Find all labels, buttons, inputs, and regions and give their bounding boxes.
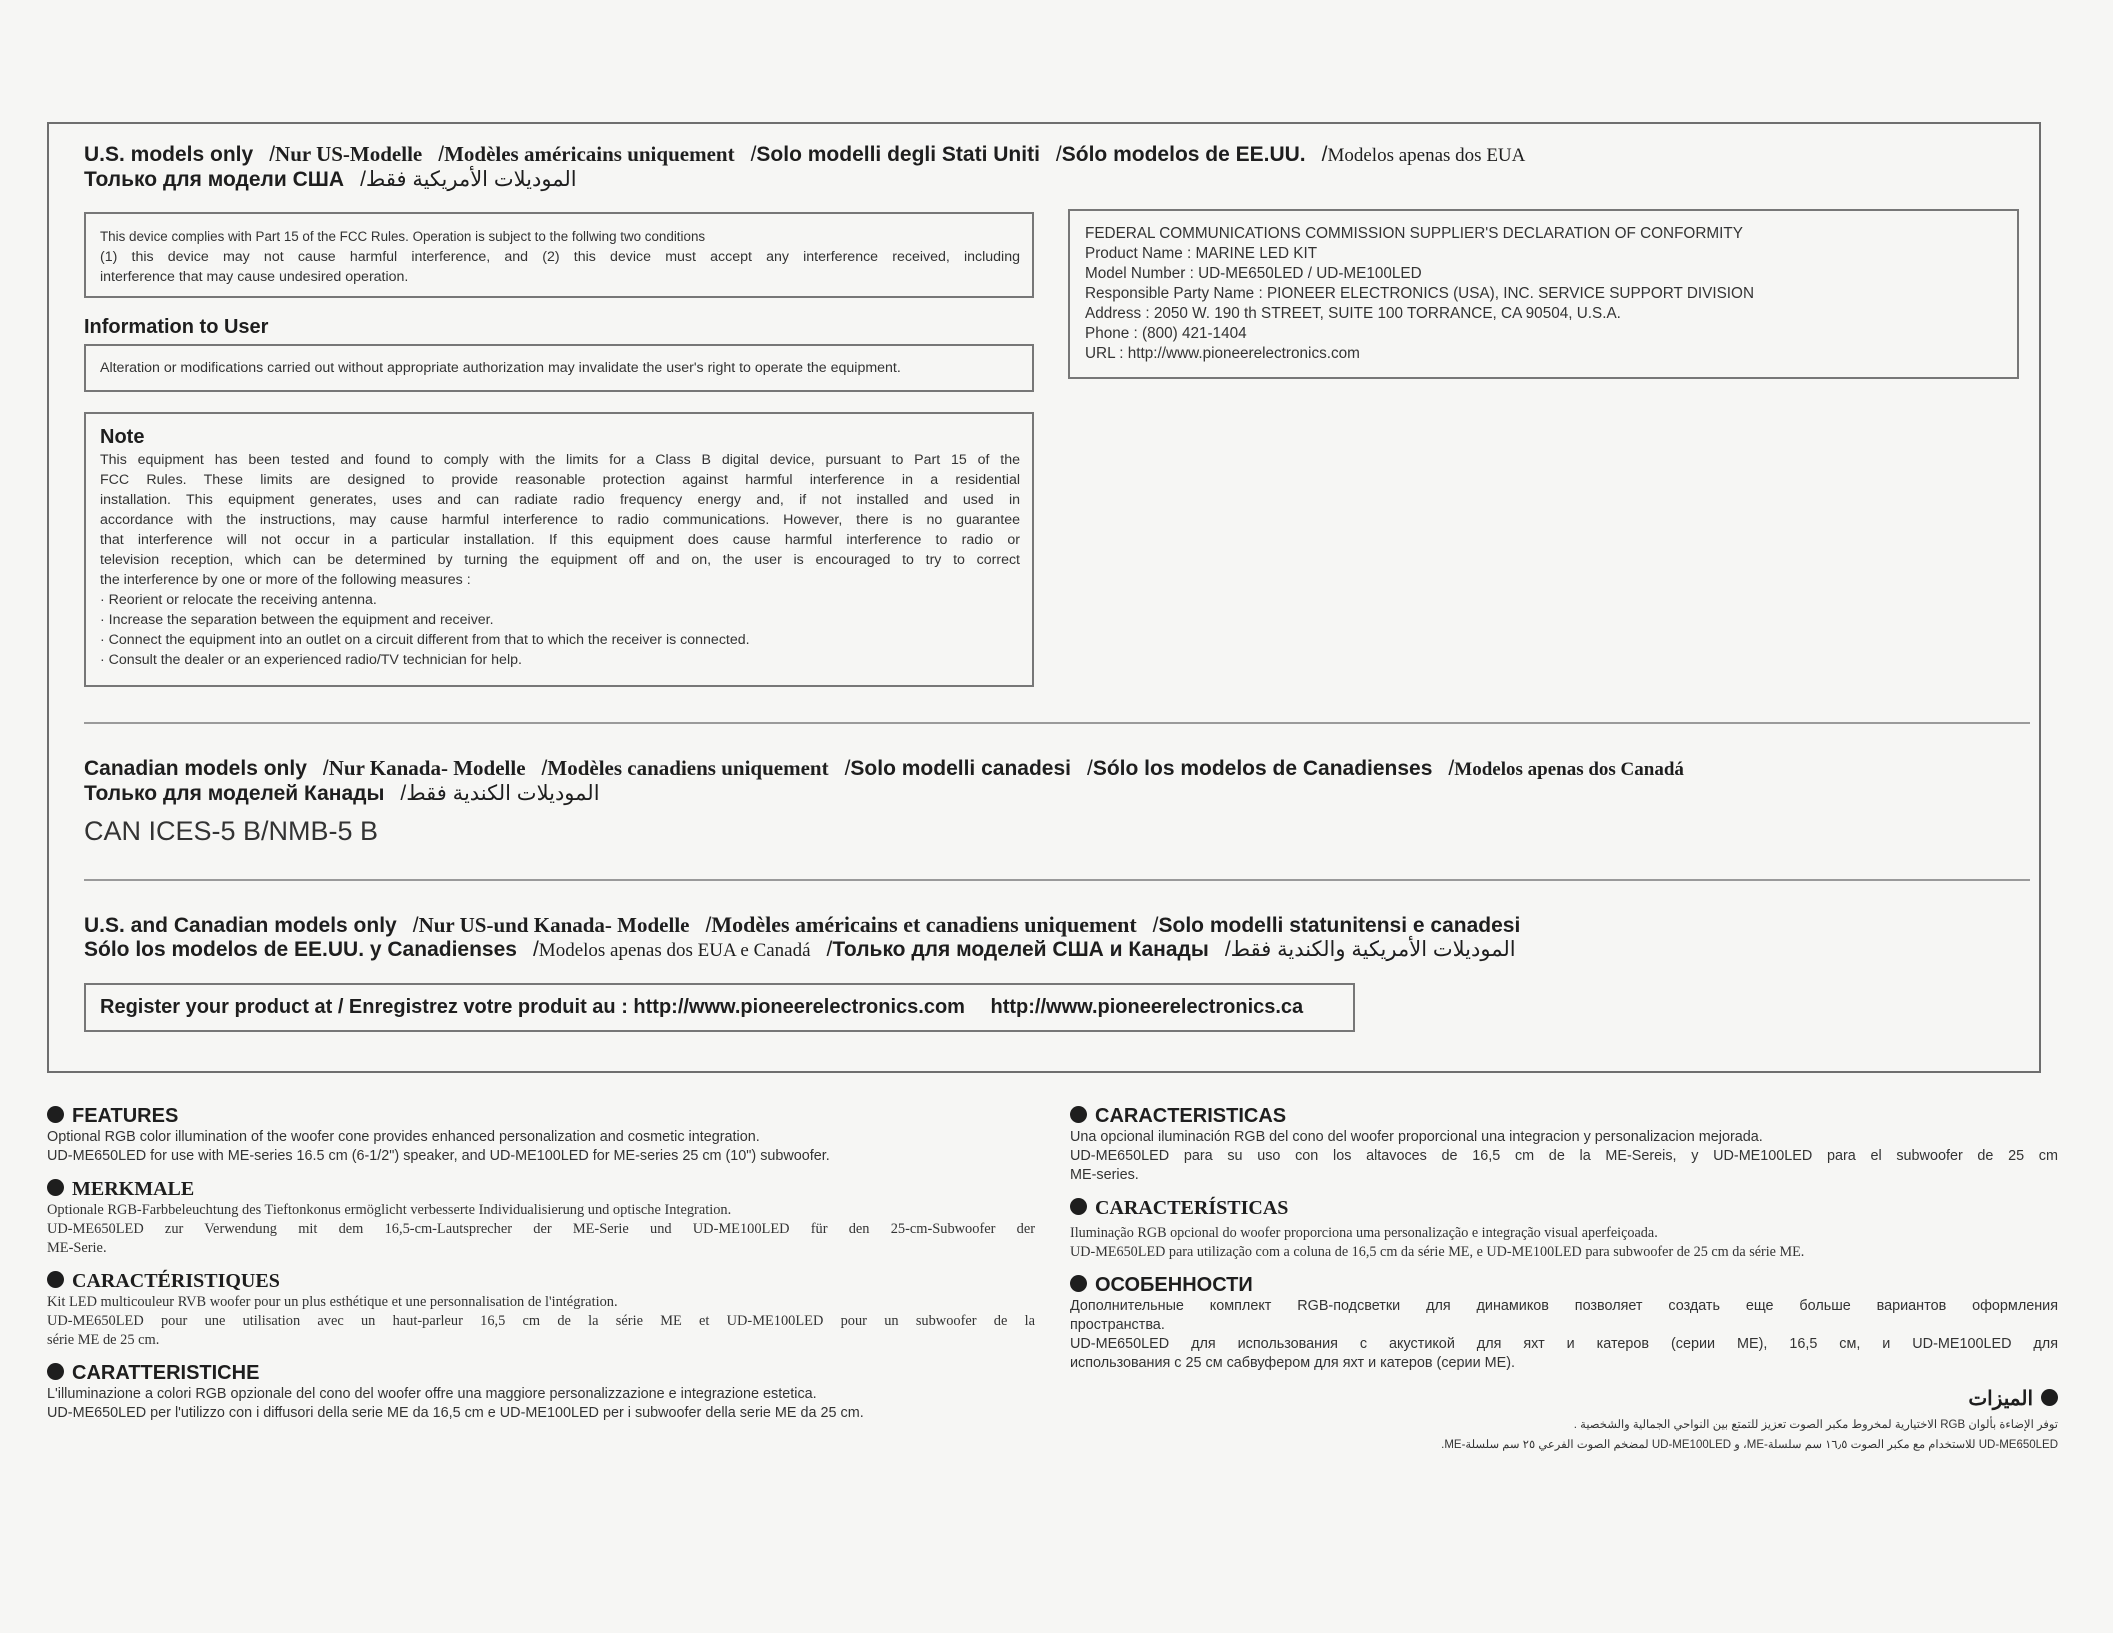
caracteristicas-pt-heading: CARACTERÍSTICAS [1070, 1196, 2058, 1220]
features-text: Optional RGB color illumination of the woofer cone provides enhanced personalization and cosmetic integration. [47, 1129, 760, 1145]
osobennosti-text: UD-ME650LED для использования с акустикой для яхт и катеров (серии ME), 16,5 см, и UD-ME100LED для [1070, 1336, 2058, 1352]
info-to-user-box [84, 344, 1034, 392]
us-models-header-line1: U.S. models only /Nur US-Modelle /Modèles américains uniquement /Solo modelli degli Stati Uniti /Sólo modelos de EE.UU. /Modelos apenas dos EUA [84, 142, 1526, 166]
caracteristiques-text: série ME de 25 cm. [47, 1332, 160, 1348]
register-link-ca[interactable]: http://www.pioneerelectronics.ca [990, 996, 1304, 1018]
section-divider [84, 722, 2030, 724]
caratteristiche-text: UD-ME650LED per l'utilizzo con i diffusori della serie ME da 16,5 cm e UD-ME100LED per i subwoofer della serie ME da 25 cm. [47, 1405, 864, 1421]
caracteristicas-es-text: Una opcional iluminación RGB del cono del woofer proporcional una integracion y personalizacion mejorada. [1070, 1129, 1763, 1145]
caracteristiques-text: UD-ME650LED pour une utilisation avec un haut-parleur 16,5 cm de la série ME et UD-ME100LED pour un subwoofer de la [47, 1313, 1035, 1329]
caracteristiques-heading: CARACTÉRISTIQUES [47, 1269, 1035, 1293]
osobennosti-text: пространства. [1070, 1317, 1165, 1333]
caratteristiche-text: L'illuminazione a colori RGB opzionale del cono del woofer offre una maggiore personalizzazione e integrazione estetica. [47, 1386, 817, 1402]
info-to-user-heading: Information to User [84, 316, 269, 338]
caracteristicas-es-text: UD-ME650LED para su uso con los altavoces de 16,5 cm de la ME-Sereis, y UD-ME100LED para el subwoofer de 25 cm [1070, 1148, 2058, 1164]
us-canadian-header-line2: Sólo los modelos de EE.UU. y Canadienses /Modelos apenas dos EUA e Canadá /Только для моделей США и Канады /الموديلات الأمريكية والكندية فقط [84, 938, 1516, 961]
canadian-models-header-line2: Только для моделей Канады /الموديلات الكندية فقط [84, 782, 600, 805]
register-product-box [84, 983, 1355, 1032]
note-line-1: This equipment has been tested and found to comply with the limits for a Class B digital device, pursuant to Part 15 of the [100, 452, 1020, 468]
canadian-models-header-line1: Canadian models only /Nur Kanada- Modelle /Modèles canadiens uniquement /Solo modelli canadesi /Sólo los modelos de Canadienses /Modelos apenas dos Canadá [84, 756, 1684, 780]
merkmale-text: Optionale RGB-Farbbeleuchtung des Tieftonkonus ermöglicht verbesserte Individualisierung und optische Integration. [47, 1202, 732, 1218]
features-heading: FEATURES [47, 1104, 1035, 1128]
note-bullet: · Reorient or relocate the receiving antenna. [100, 592, 377, 608]
can-ices-label: CAN ICES-5 B/NMB-5 B [84, 816, 379, 846]
arabic-features-heading: الميزات [1070, 1387, 2058, 1411]
fcc-compliance-box [84, 212, 1034, 298]
note-bullet: · Consult the dealer or an experienced radio/TV technician for help. [100, 652, 522, 668]
bullet-dot-icon [47, 1106, 64, 1123]
bullet-dot-icon [1070, 1106, 1087, 1123]
merkmale-text: UD-ME650LED zur Verwendung mit dem 16,5-cm-Lautsprecher der ME-Serie und UD-ME100LED für den 25-cm-Subwoofer der [47, 1221, 1035, 1237]
osobennosti-text: использования с 25 см сабвуфером для яхт и катеров (серии ME). [1070, 1355, 1516, 1371]
bullet-dot-icon [47, 1363, 64, 1380]
note-line-5: that interference will not occur in a particular installation. If this equipment does cause harmful interference to radio or [100, 532, 1020, 548]
sdoc-url: URL : http://www.pioneerelectronics.com [1085, 345, 1360, 362]
bullet-dot-icon [2041, 1389, 2058, 1406]
arabic-features-text: توفر الإضاءة بألوان RGB الاختيارية لمخروط مكبر الصوت تعزيز للتمتع بين النواحي الجمالية والشخصية . [1573, 1419, 2058, 1431]
caratteristiche-heading: CARATTERISTICHE [47, 1361, 1035, 1385]
sdoc-address: Address : 2050 W. 190 th STREET, SUITE 100 TORRANCE, CA 90504, U.S.A. [1085, 305, 1621, 322]
note-line-6: television reception, which can be determined by turning the equipment off and on, the user is encouraged to try to correct [100, 552, 1020, 568]
info-to-user-text: Alteration or modifications carried out without appropriate authorization may invalidate the user's right to operate the equipment. [100, 360, 901, 376]
sdoc-product-name: Product Name : MARINE LED KIT [1085, 245, 1318, 262]
osobennosti-heading: ОСОБЕННОСТИ [1070, 1273, 2058, 1297]
sdoc-phone: Phone : (800) 421-1404 [1085, 325, 1247, 342]
fcc-line-2: (1) this device may not cause harmful interference, and (2) this device must accept any interference received, including [100, 249, 1020, 265]
section-divider [84, 879, 2030, 881]
features-text: UD-ME650LED for use with ME-series 16.5 cm (6-1/2") speaker, and UD-ME100LED for ME-series 25 cm (10") subwoofer. [47, 1148, 830, 1164]
osobennosti-text: Дополнительные комплект RGB-подсветки для динамиков позволяет создать еще больше вариантов оформления [1070, 1298, 2058, 1314]
note-line-2: FCC Rules. These limits are designed to provide reasonable protection against harmful interference in a residential [100, 472, 1020, 488]
note-heading: Note [100, 426, 145, 448]
caracteristicas-es-text: ME-series. [1070, 1167, 1139, 1183]
merkmale-heading: MERKMALE [47, 1177, 1035, 1201]
merkmale-text: ME-Serie. [47, 1240, 107, 1256]
caracteristicas-pt-text: UD-ME650LED para utilização com a coluna de 16,5 cm da série ME, e UD-ME100LED para subwoofer de 25 cm da série ME. [1070, 1244, 1805, 1260]
sdoc-model-number: Model Number : UD-ME650LED / UD-ME100LED [1085, 265, 1422, 282]
sdoc-title: FEDERAL COMMUNICATIONS COMMISSION SUPPLIER'S DECLARATION OF CONFORMITY [1085, 225, 1743, 242]
fcc-line-3: interference that may cause undesired operation. [100, 269, 409, 285]
note-bullet: · Increase the separation between the equipment and receiver. [100, 612, 494, 628]
bullet-dot-icon [1070, 1275, 1087, 1292]
features-left-column [47, 1104, 1035, 1423]
bullet-dot-icon [47, 1179, 64, 1196]
note-line-7: the interference by one or more of the following measures : [100, 572, 471, 588]
caracteristicas-pt-text: Iluminação RGB opcional do woofer proporciona uma personalização e integração visual aperfeiçoada. [1070, 1225, 1658, 1241]
note-box [84, 412, 1034, 687]
sdoc-responsible-party: Responsible Party Name : PIONEER ELECTRONICS (USA), INC. SERVICE SUPPORT DIVISION [1085, 285, 1754, 302]
fcc-line-1: This device complies with Part 15 of the FCC Rules. Operation is subject to the follwing two conditions [100, 229, 706, 244]
arabic-features-text: UD-ME650LED للاستخدام مع مكبر الصوت ١٦٫٥ سم سلسلة-ME، و UD-ME100LED لمضخم الصوت الفرعي ٢٥ سم سلسلة-ME. [1441, 1439, 2058, 1451]
us-models-header-line2: Только для модели США /الموديلات الأمريكية فقط [84, 168, 577, 191]
note-bullet: · Connect the equipment into an outlet on a circuit different from that to which the receiver is connected. [100, 632, 750, 648]
bullet-dot-icon [1070, 1198, 1087, 1215]
supplier-declaration-box [1068, 209, 2019, 379]
caracteristiques-text: Kit LED multicouleur RVB woofer pour un plus esthétique et une personnalisation de l'intégration. [47, 1294, 618, 1310]
caracteristicas-es-heading: CARACTERISTICAS [1070, 1104, 2058, 1128]
note-line-3: installation. This equipment generates, uses and can radiate radio frequency energy and, if not installed and used in [100, 492, 1020, 508]
note-line-4: accordance with the instructions, may cause harmful interference to radio communications. However, there is no guarantee [100, 512, 1020, 528]
register-label: Register your product at / Enregistrez votre produit au : http://www.pioneerelectronics.com [100, 996, 965, 1018]
features-right-column [1070, 1104, 2058, 1455]
us-canadian-header-line1: U.S. and Canadian models only /Nur US-und Kanada- Modelle /Modèles américains et canadiens uniquement /Solo modelli statunitensi e canadesi [84, 912, 1521, 937]
bullet-dot-icon [47, 1271, 64, 1288]
